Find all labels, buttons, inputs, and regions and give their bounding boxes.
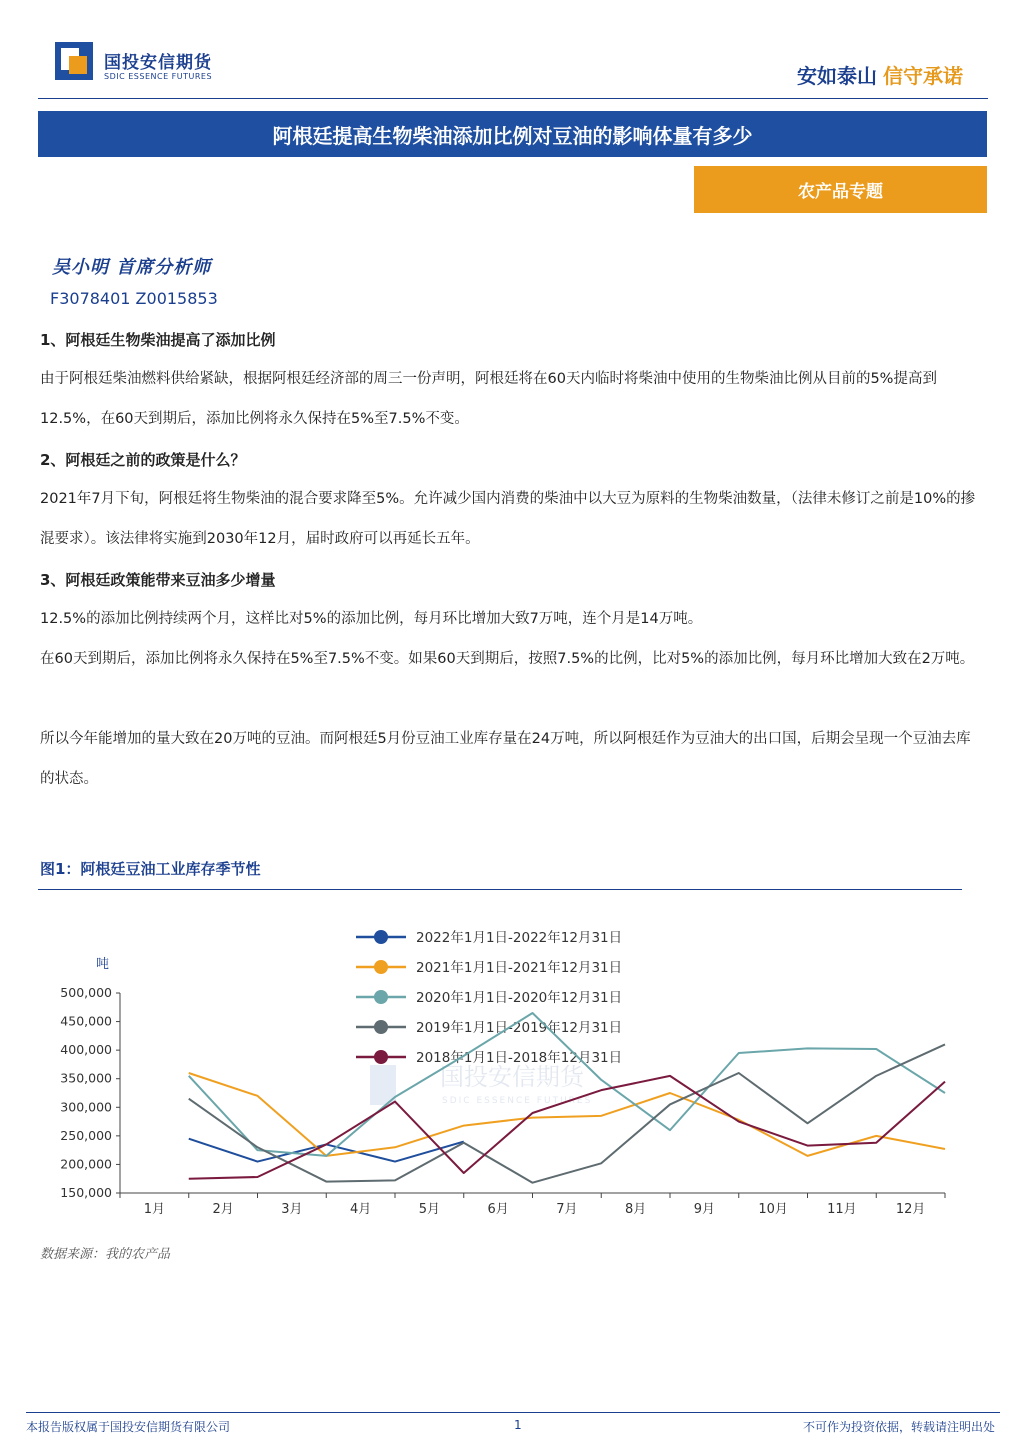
y-tick-label: 150,000: [60, 1185, 112, 1200]
section-2-paragraph: 2021年7月下旬，阿根廷将生物柴油的混合要求降至5%。允许减少国内消费的柴油中以大豆为原料的生物柴油数量，（法律未修订之前是10%的掺混要求）。该法律将实施到2030年12月，届时政府可以再延长五年。: [40, 491, 976, 547]
legend-label: 2019年1月1日-2019年12月31日: [416, 1020, 623, 1036]
chart-legend: [356, 929, 622, 1066]
series-line-4: [189, 1076, 945, 1179]
footer-copyright: 本报告版权属于国投安信期货有限公司: [26, 1420, 231, 1434]
author-codes: F3078401 Z0015853: [50, 289, 218, 308]
y-tick-label: 200,000: [60, 1156, 112, 1172]
series-line-0: [189, 1139, 464, 1162]
x-tick-label: 7月: [556, 1202, 578, 1217]
section-3-heading: 3、阿根廷政策能带来豆油多少增量: [40, 571, 276, 589]
x-tick-label: 1月: [143, 1202, 166, 1217]
section-3-paragraph-1: 12.5%的添加比例持续两个月，这样比对5%的添加比例，每月环比增加大致7万吨，连个月是14万吨。: [40, 611, 703, 627]
x-tick-label: 5月: [418, 1202, 441, 1217]
chart-svg: [30, 905, 970, 1235]
section-3-paragraph-2: 在60天到期后，添加比例将永久保持在5%至7.5%不变。如果60天到期后，按照7.5%的比例，比对5%的添加比例，每月环比增加大致在2万吨。: [40, 651, 975, 667]
x-tick-label: 4月: [349, 1202, 372, 1217]
legend-marker: [374, 1050, 388, 1064]
legend-marker: [374, 960, 388, 974]
x-tick-label: 11月: [827, 1202, 857, 1217]
legend-marker: [374, 930, 388, 944]
y-tick-label: 350,000: [60, 1070, 112, 1086]
x-tick-label: 12月: [895, 1202, 926, 1217]
legend-label: 2022年1月1日-2022年12月31日: [416, 930, 623, 946]
y-tick-label: 400,000: [60, 1042, 112, 1058]
footer-disclaimer: 不可作为投资依据，转载请注明出处: [802, 1420, 995, 1434]
y-tick-label: 300,000: [60, 1099, 112, 1115]
page-number: 1: [514, 1418, 522, 1432]
slogan-part1: 安如泰山: [797, 64, 877, 88]
x-tick-label: 8月: [624, 1202, 647, 1217]
figure-title: 图1：阿根廷豆油工业库存季节性: [40, 860, 261, 878]
y-tick-label: 250,000: [60, 1127, 112, 1143]
x-tick-label: 9月: [693, 1202, 716, 1217]
x-tick-label: 2月: [212, 1202, 234, 1217]
y-tick-label: 500,000: [60, 985, 112, 1000]
topic-tag: 农产品专题: [694, 166, 987, 213]
x-tick-label: 3月: [281, 1202, 303, 1217]
footer-divider: [26, 1412, 1000, 1413]
legend-marker: [374, 1020, 388, 1034]
logo-cn-text: 国投安信期货: [104, 53, 212, 73]
logo-en-text: SDIC ESSENCE FUTURES: [104, 72, 213, 81]
slogan: [797, 60, 963, 89]
watermark-cn: 国投安信期货: [440, 1063, 584, 1091]
header-divider: [38, 98, 988, 99]
y-axis-label: 吨: [96, 957, 110, 972]
chart-watermark: [370, 1063, 592, 1106]
legend-label: 2020年1月1日-2020年12月31日: [416, 990, 623, 1006]
y-tick-label: 450,000: [60, 1013, 112, 1029]
figure-divider: [38, 889, 962, 890]
data-source: 数据来源：我的农产品: [40, 1247, 171, 1262]
legend-label: 2018年1月1日-2018年12月31日: [416, 1050, 623, 1066]
section-1-paragraph: 由于阿根廷柴油燃料供给紧缺，根据阿根廷经济部的周三一份声明，阿根廷将在60天内临时将柴油中使用的生物柴油比例从目前的5%提高到12.5%，在60天到期后，添加比例将永久保持在5%至7.5%不变。: [40, 371, 937, 427]
section-3-paragraph-3: 所以今年能增加的量大致在20万吨的豆油。而阿根廷5月份豆油工业库存量在24万吨，所以阿根廷作为豆油大的出口国，后期会呈现一个豆油去库的状态。: [40, 731, 971, 787]
legend-marker: [374, 990, 388, 1004]
author-name: 吴小明 首席分析师: [52, 257, 212, 278]
section-1-heading: 1、阿根廷生物柴油提高了添加比例: [40, 331, 276, 349]
slogan-part2: 信守承诺: [883, 64, 963, 88]
x-tick-label: 6月: [487, 1202, 509, 1217]
company-logo-icon: [55, 42, 93, 80]
watermark-en: SDIC ESSENCE FUTURES: [442, 1096, 593, 1106]
inventory-seasonality-chart: [30, 905, 970, 1235]
x-tick-label: 10月: [758, 1202, 788, 1217]
report-title: 阿根廷提高生物柴油添加比例对豆油的影响体量有多少: [38, 111, 987, 157]
section-2-heading: 2、阿根廷之前的政策是什么？: [40, 451, 246, 469]
legend-label: 2021年1月1日-2021年12月31日: [416, 960, 623, 976]
